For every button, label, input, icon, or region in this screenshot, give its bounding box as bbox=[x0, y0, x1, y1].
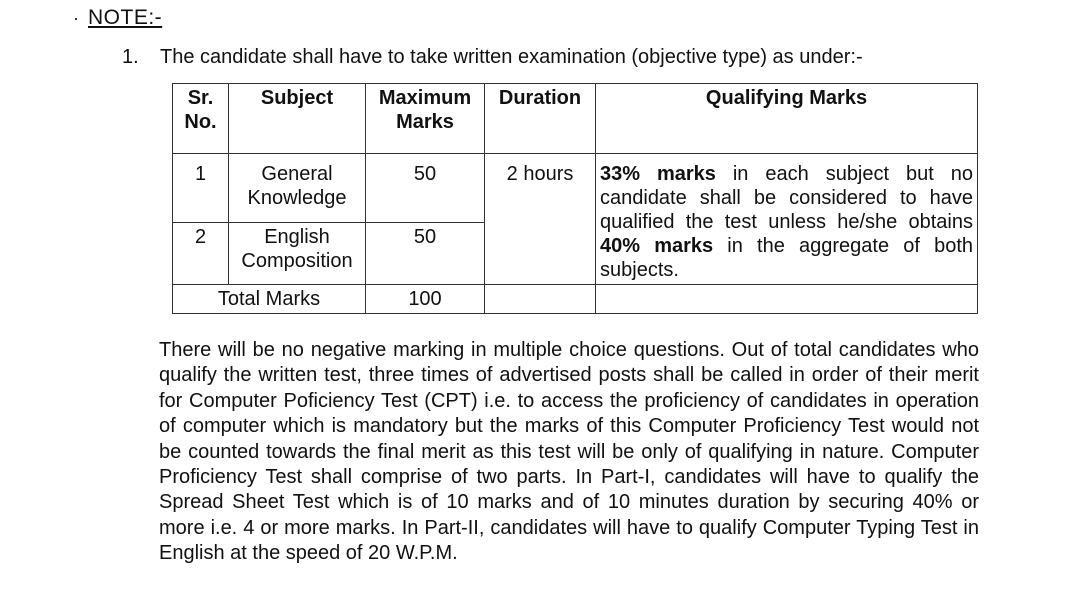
subject-line2: Composition bbox=[241, 250, 353, 272]
qualifying-bold-1: 33% marks bbox=[600, 163, 716, 185]
header-duration: Duration bbox=[485, 84, 596, 154]
note-bullet: · bbox=[73, 8, 79, 28]
header-sr-line2: No. bbox=[184, 111, 217, 133]
total-empty-qualifying bbox=[596, 285, 978, 314]
row-sr-no: 2 bbox=[173, 223, 229, 285]
explanation-paragraph: There will be no negative marking in multiple choice questions. Out of total candidates who qualify the written test, three times of advertised posts shall be called in order of their merit for Computer Poficiency Test (CPT) i.e. to access the proficiency of candidates in operation of computer which is mandatory but the marks of this Computer Proficiency Test would not be counted towards the final merit as this test will be only of qualifying in nature. Computer Proficiency Test shall comprise of two parts. In Part-I, candidates will have to qualify the Spread Sheet Test which is of 10 marks and of 10 minutes duration by securing 40% or more i.e. 4 or more marks. In Part-II, candidates will have to qualify Computer Typing Test in English at the speed of 20 W.P.M. bbox=[159, 339, 979, 565]
header-sr-no bbox=[173, 84, 229, 154]
subject-line1: General bbox=[261, 163, 333, 185]
row-max-marks: 50 bbox=[366, 154, 485, 223]
subject-line1: English bbox=[264, 226, 330, 248]
header-max-line2: Marks bbox=[396, 111, 454, 133]
total-marks-label: Total Marks bbox=[173, 285, 366, 314]
item-number: 1. bbox=[122, 46, 139, 68]
table-header-row bbox=[173, 84, 978, 154]
table-total-row bbox=[173, 285, 978, 314]
duration-cell: 2 hours bbox=[485, 154, 596, 285]
subject-line2: Knowledge bbox=[247, 187, 347, 209]
row-subject bbox=[229, 154, 366, 223]
row-subject bbox=[229, 223, 366, 285]
note-heading: NOTE:- bbox=[88, 6, 163, 29]
header-subject: Subject bbox=[229, 84, 366, 154]
row-max-marks: 50 bbox=[366, 223, 485, 285]
qualifying-text-1: in each subject but no candidate shall be considered to have qualified the test unless he/she obtains bbox=[600, 163, 973, 233]
header-qualifying-marks: Qualifying Marks bbox=[596, 84, 978, 154]
total-marks-value: 100 bbox=[366, 285, 485, 314]
qualifying-cell bbox=[596, 154, 978, 285]
qualifying-bold-2: 40% marks bbox=[600, 235, 714, 257]
table-row bbox=[173, 154, 978, 223]
header-max-line1: Maximum bbox=[378, 87, 472, 109]
qualifying-text-2: in the aggregate of both subjects. bbox=[600, 235, 973, 281]
total-empty-duration bbox=[485, 285, 596, 314]
header-maximum-marks bbox=[366, 84, 485, 154]
header-sr-line1: Sr. bbox=[187, 87, 214, 109]
exam-table bbox=[172, 83, 978, 314]
row-sr-no: 1 bbox=[173, 154, 229, 223]
item-intro: The candidate shall have to take written examination (objective type) as under:- bbox=[160, 46, 863, 68]
